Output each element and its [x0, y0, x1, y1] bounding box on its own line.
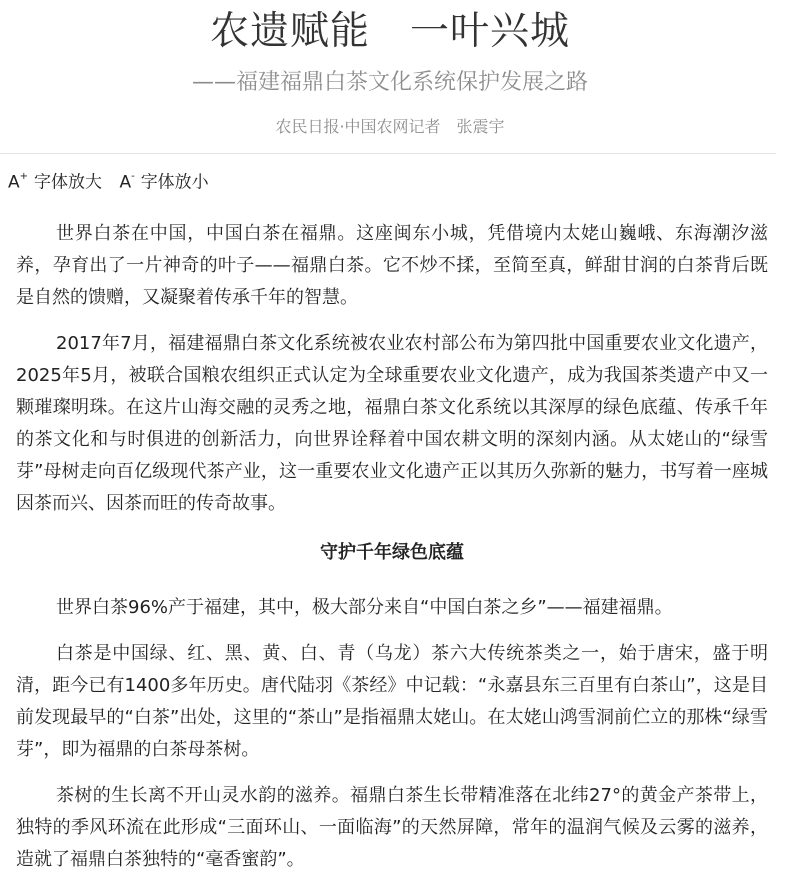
article-subtitle: ——福建福鼎白茶文化系统保护发展之路 — [191, 70, 588, 95]
section-heading: 守护千年绿色底蕴 — [320, 542, 464, 563]
enlarge-font-button[interactable] — [8, 166, 102, 196]
shrink-font-label: 字体放小 — [140, 172, 209, 193]
font-enlarge-icon: A+ — [8, 171, 29, 193]
article-paragraph: 世界白茶在中国，中国白茶在福鼎。这座闽东小城，凭借境内太姥山巍峨、东海潮汐滋养，孕育出了一片神奇的叶子——福鼎白茶。它不炒不揉，至简至真，鲜甜甘润的白茶背后既是自然的馈赠，又凝聚着传承千年的智慧。 — [16, 223, 768, 308]
font-shrink-icon: A- — [119, 171, 135, 193]
font-size-tools — [8, 166, 221, 192]
article-byline: 农民日报·中国农网记者 张震宇 — [275, 117, 505, 136]
enlarge-font-label: 字体放大 — [34, 172, 103, 193]
article-title: 农遗赋能 一叶兴城 — [209, 9, 570, 54]
article-paragraph: 世界白茶96%产于福建，其中，极大部分来自“中国白茶之乡”——福建福鼎。 — [56, 597, 673, 618]
shrink-font-button[interactable] — [119, 166, 208, 196]
article-paragraph: 茶树的生长离不开山灵水韵的滋养。福鼎白茶生长带精准落在北纬27°的黄金产茶带上，独特的季风环流在此形成“三面环山、一面临海”的天然屏障，常年的温润气候及云雾的滋养，造就了福鼎白茶独特的“毫香蜜韵”。 — [16, 785, 768, 870]
article-paragraph: 2017年7月，福建福鼎白茶文化系统被农业农村部公布为第四批中国重要农业文化遗产，2025年5月，被联合国粮农组织正式认定为全球重要农业文化遗产，成为我国茶类遗产中又一颗璀璨明珠。在这片山海交融的灵秀之地，福鼎白茶文化系统以其深厚的绿色底蕴、传承千年的茶文化和与时俱进的创新活力，向世界诠释着中国农耕文明的深刻内涵。从太姥山的“绿雪芽”母树走向百亿级现代茶产业，这一重要农业文化遗产正以其历久弥新的魅力，书写着一座城因茶而兴、因茶而旺的传奇故事。 — [16, 333, 768, 514]
header-divider — [0, 153, 776, 154]
article-paragraph: 白茶是中国绿、红、黑、黄、白、青（乌龙）茶六大传统茶类之一，始于唐宋，盛于明清，距今已有1400多年历史。唐代陆羽《茶经》中记载：“永嘉县东三百里有白茶山”，这是目前发现最早的“白茶”出处，这里的“茶山”是指福鼎太姥山。在太姥山鸿雪洞前伫立的那株“绿雪芽”，即为福鼎的白茶母茶树。 — [16, 643, 768, 760]
article-body — [16, 218, 768, 890]
